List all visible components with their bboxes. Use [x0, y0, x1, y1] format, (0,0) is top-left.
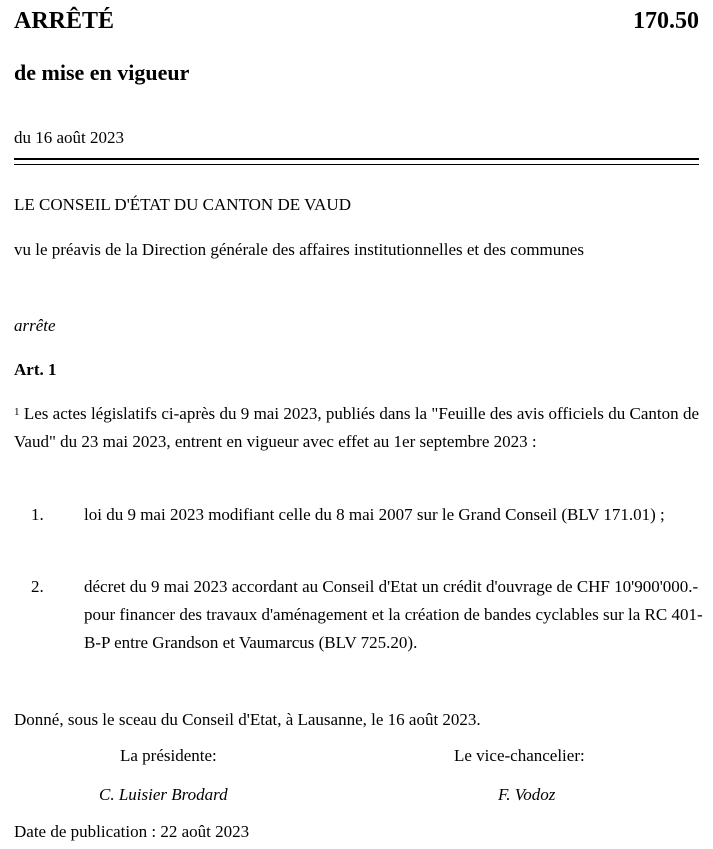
preamble: vu le préavis de la Direction générale des affaires institutionnelles et des communes [14, 240, 584, 259]
doc-subtitle: de mise en vigueur [14, 60, 190, 85]
authority: LE CONSEIL D'ÉTAT DU CANTON DE VAUD [14, 195, 351, 214]
decree-word: arrête [14, 316, 56, 335]
doc-type: ARRÊTÉ [14, 8, 115, 34]
closing-line: Donné, sous le sceau du Conseil d'Etat, à Lausanne, le 16 août 2023. [14, 710, 481, 729]
list-item-number: 2. [31, 577, 44, 596]
list-item-number: 1. [31, 505, 44, 524]
list-item: décret du 9 mai 2023 accordant au Conseil d'Etat un crédit d'ouvrage de CHF 10'900'000.- pour financer des travaux d'aménagement et la création de bandes cyclables sur la RC 401-B-P entre Grandson et Vaumarcus (BLV 725.20). [84, 577, 703, 652]
header-divider-thin [14, 164, 699, 165]
signature-left-title: La présidente: [120, 746, 217, 765]
publication-date: Date de publication : 22 août 2023 [14, 822, 250, 841]
paragraph-number: 1 [14, 406, 20, 418]
list-item: loi du 9 mai 2023 modifiant celle du 8 mai 2007 sur le Grand Conseil (BLV 171.01) ; [84, 505, 665, 524]
article-paragraph [14, 400, 699, 456]
signature-left-name: C. Luisier Brodard [99, 785, 228, 804]
doc-date: du 16 août 2023 [14, 128, 125, 147]
paragraph-text: Les actes législatifs ci-après du 9 mai 2023, publiés dans la "Feuille des avis officiels du Canton de Vaud" du 23 mai 2023, entrent en vigueur avec effet au 1er septembre 2023 : [14, 404, 699, 451]
doc-number: 170.50 [633, 8, 699, 34]
article-title: Art. 1 [14, 360, 57, 379]
signature-right-title: Le vice-chancelier: [454, 746, 585, 765]
signature-right-name: F. Vodoz [498, 785, 556, 804]
header-divider-thick [14, 158, 699, 160]
